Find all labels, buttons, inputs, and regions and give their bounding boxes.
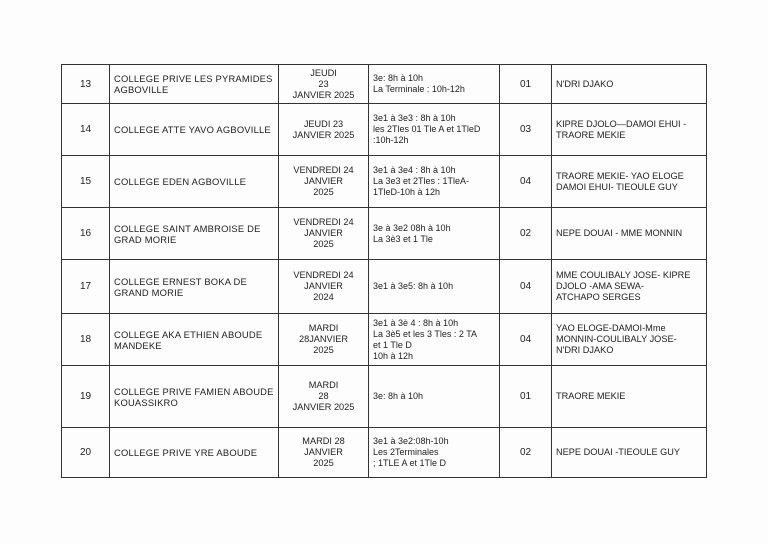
- exam-schedule-line: 3e1 à 3e4 : 8h à 10h: [373, 165, 456, 175]
- exam-date-line: JEUDI: [310, 67, 337, 78]
- staff-names-line: NEPE DOUAI - MME MONNIN: [556, 228, 683, 238]
- exam-date-line: MARDI: [308, 380, 339, 390]
- staff-names-line: DAMOI EHUI- TIEOULE GUY: [556, 181, 678, 192]
- school-name-line: COLLEGE PRIVE YRE ABOUDE: [114, 447, 258, 458]
- exam-schedule-cell: [369, 208, 500, 260]
- school-name-cell: [110, 260, 279, 314]
- staff-names-line: ATCHAPO SERGES: [556, 292, 641, 302]
- exam-date-line: 2024: [313, 292, 334, 302]
- table-row: [62, 260, 707, 314]
- school-name-line: GRAD MORIE: [114, 233, 177, 245]
- exam-date-line: MARDI 28: [302, 436, 345, 446]
- staff-names-line: DJOLO -AMA SEWA-: [556, 281, 644, 291]
- staff-count-cell: 02: [500, 208, 552, 260]
- row-number-cell: 16: [62, 208, 110, 260]
- exam-schedule-line: 3e1 à 3e3 : 8h à 10h: [373, 113, 456, 123]
- exam-date-line: JANVIER: [304, 176, 343, 186]
- school-name-line: GRAND MORIE: [114, 286, 184, 298]
- table-row: [62, 208, 707, 260]
- staff-names-cell: [552, 65, 707, 104]
- staff-names-cell: [552, 366, 707, 428]
- row-number-cell: 14: [62, 104, 110, 156]
- exam-schedule-line: et 1 Tle D: [373, 339, 412, 350]
- exam-date-line: 23: [318, 78, 329, 89]
- exam-date-line: 28: [318, 391, 329, 401]
- table-row: [62, 366, 707, 428]
- exam-date-cell: [279, 156, 369, 208]
- row-number-cell: 13: [62, 65, 110, 104]
- exam-schedule-line: 3e à 3e2 08h à 10h: [373, 222, 451, 233]
- exam-date-cell: [279, 260, 369, 314]
- exam-schedule-line: 3e: 8h à 10h: [373, 73, 424, 83]
- exam-schedule-line: Les 2Terminales: [373, 447, 439, 457]
- school-name-line: COLLEGE PRIVE FAMIEN ABOUDE: [114, 385, 274, 397]
- staff-count-cell: 04: [500, 260, 552, 314]
- staff-names-line: N'DRI DJAKO: [556, 345, 614, 355]
- exam-date-cell: [279, 65, 369, 104]
- school-name-line: AGBOVILLE: [114, 84, 169, 95]
- staff-names-cell: [552, 260, 707, 314]
- staff-names-line: MONNIN-COULIBALY JOSE-: [556, 334, 677, 344]
- staff-count-cell: 04: [500, 156, 552, 208]
- school-name-cell: [110, 428, 279, 478]
- exam-schedule-cell: [369, 104, 500, 156]
- staff-count-cell: 01: [500, 366, 552, 428]
- school-name-line: COLLEGE ERNEST BOKA DE: [114, 275, 247, 287]
- exam-schedule-line: 1TleD-10h à 12h: [373, 187, 441, 197]
- staff-names-line: TRAORE MEKIE: [556, 391, 626, 401]
- exam-schedule-cell: [369, 366, 500, 428]
- school-name-line: COLLEGE AKA ETHIEN ABOUDE: [114, 328, 263, 340]
- row-number-cell: 17: [62, 260, 110, 314]
- exam-schedule-line: La 3è5 et les 3 Tles : 2 TA: [373, 328, 478, 339]
- exam-date-line: 28JANVIER: [298, 334, 349, 344]
- school-name-cell: [110, 314, 279, 366]
- exam-date-line: 2025: [313, 239, 334, 249]
- exam-date-line: VENDREDI 24: [293, 165, 354, 175]
- exam-schedule-line: La 3e3 et 2Tles : 1TleA-: [373, 176, 470, 186]
- exam-schedule-line: 3e1 à 3e5: 8h à 10h: [373, 281, 454, 291]
- exam-date-cell: [279, 104, 369, 156]
- staff-names-line: KIPRE DJOLO—DAMOI EHUI -: [556, 118, 687, 129]
- staff-names-line: NEPE DOUAI -TIEOULE GUY: [556, 447, 681, 457]
- staff-names-line: YAO ELOGE-DAMOI-Mme: [556, 323, 666, 333]
- exam-date-cell: [279, 366, 369, 428]
- table-row: [62, 65, 707, 104]
- exam-schedule-cell: [369, 65, 500, 104]
- school-name-line: COLLEGE EDEN AGBOVILLE: [114, 176, 247, 187]
- table-row: [62, 314, 707, 366]
- exam-schedule-cell: [369, 156, 500, 208]
- staff-count-cell: 02: [500, 428, 552, 478]
- table-row: [62, 428, 707, 478]
- exam-date-line: VENDREDI 24: [293, 270, 354, 280]
- school-name-line: COLLEGE ATTE YAVO AGBOVILLE: [114, 124, 271, 135]
- exam-date-line: JANVIER: [304, 447, 343, 457]
- exam-schedule-line: :10h-12h: [373, 135, 409, 145]
- exam-date-line: JEUDI 23: [303, 118, 344, 129]
- school-name-line: MANDEKE: [114, 339, 162, 351]
- staff-names-cell: [552, 428, 707, 478]
- school-name-cell: [110, 208, 279, 260]
- exam-schedule-line: 3e1 à 3è 4 : 8h à 10h: [373, 317, 459, 328]
- exam-date-line: MARDI: [308, 323, 339, 333]
- staff-names-cell: [552, 208, 707, 260]
- exam-date-line: JANVIER 2025: [292, 129, 355, 140]
- school-name-cell: [110, 156, 279, 208]
- exam-date-line: JANVIER: [304, 228, 343, 238]
- exam-schedule-line: les 2Tles 01 Tle A et 1TleD: [373, 124, 481, 134]
- school-name-cell: [110, 65, 279, 104]
- exam-date-cell: [279, 314, 369, 366]
- exam-date-line: 2025: [313, 458, 334, 468]
- table-body: [62, 65, 707, 478]
- staff-names-line: N'DRI DJAKO: [556, 78, 614, 89]
- exam-schedule-cell: [369, 428, 500, 478]
- exam-schedule-line: ; 1TLE A et 1Tle D: [373, 458, 447, 468]
- exam-schedule-line: 3e: 8h à 10h: [373, 391, 424, 401]
- table-row: [62, 156, 707, 208]
- row-number-cell: 18: [62, 314, 110, 366]
- staff-names-line: TRAORE MEKIE- YAO ELOGE: [556, 170, 684, 181]
- exam-schedule-line: 10h à 12h: [373, 350, 414, 361]
- exam-schedule-line: 3e1 à 3e2:08h-10h: [373, 436, 449, 446]
- exam-date-line: 2025: [313, 345, 334, 355]
- staff-names-cell: [552, 156, 707, 208]
- staff-names-line: MME COULIBALY JOSE- KIPRE: [556, 270, 691, 280]
- exam-schedule-table: [61, 64, 707, 478]
- row-number-cell: 20: [62, 428, 110, 478]
- staff-names-cell: [552, 104, 707, 156]
- exam-date-cell: [279, 428, 369, 478]
- exam-date-line: JANVIER 2025: [292, 89, 355, 100]
- exam-date-line: 2025: [313, 187, 334, 197]
- school-name-cell: [110, 366, 279, 428]
- exam-schedule-cell: [369, 260, 500, 314]
- school-name-line: KOUASSIKRO: [114, 396, 178, 408]
- staff-count-cell: 01: [500, 65, 552, 104]
- table-row: [62, 104, 707, 156]
- exam-schedule-cell: [369, 314, 500, 366]
- school-name-line: COLLEGE PRIVE LES PYRAMIDES: [114, 73, 273, 84]
- staff-names-line: TRAORE MEKIE: [556, 129, 626, 140]
- row-number-cell: 15: [62, 156, 110, 208]
- exam-date-line: JANVIER 2025: [292, 402, 355, 412]
- staff-count-cell: 03: [500, 104, 552, 156]
- exam-date-cell: [279, 208, 369, 260]
- exam-date-line: JANVIER: [304, 281, 343, 291]
- staff-names-cell: [552, 314, 707, 366]
- exam-date-line: VENDREDI 24: [293, 217, 354, 227]
- school-name-cell: [110, 104, 279, 156]
- exam-schedule-line: La 3è3 et 1 Tle: [373, 233, 433, 244]
- exam-schedule-line: La Terminale : 10h-12h: [373, 84, 465, 94]
- row-number-cell: 19: [62, 366, 110, 428]
- staff-count-cell: 04: [500, 314, 552, 366]
- school-name-line: COLLEGE SAINT AMBROISE DE: [114, 222, 261, 234]
